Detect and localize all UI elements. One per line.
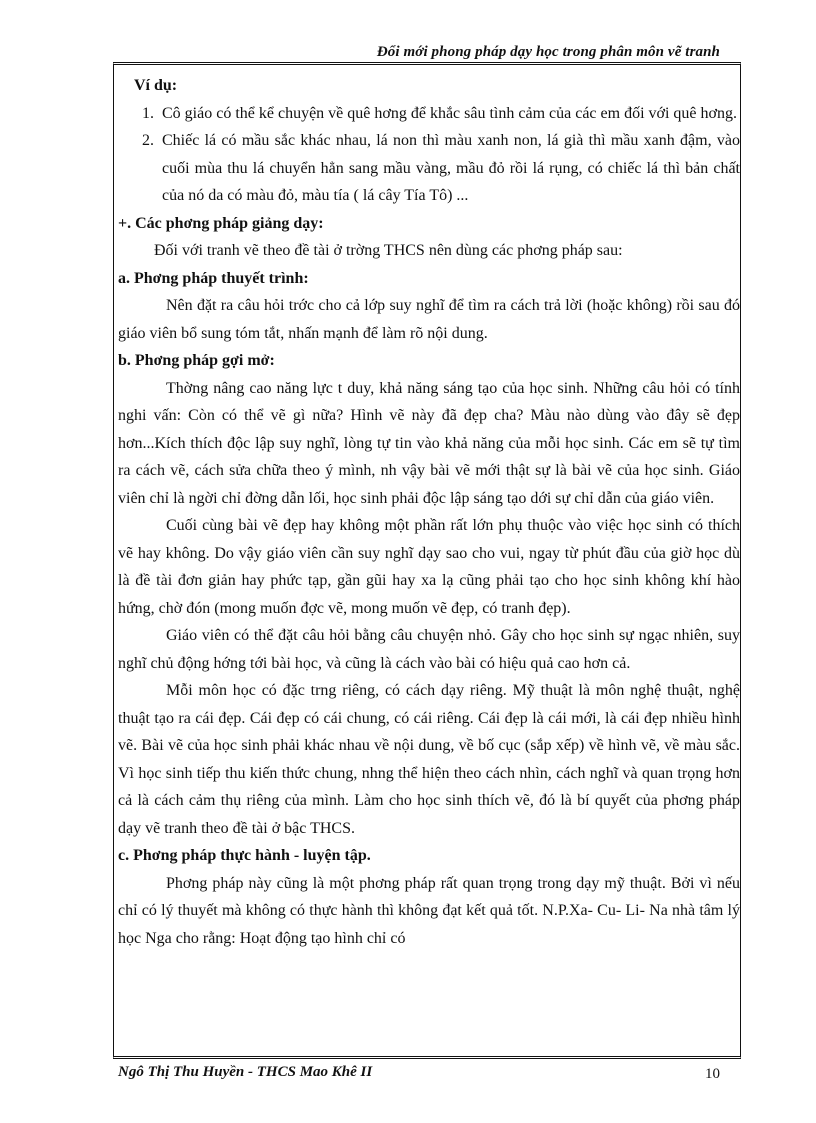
paragraph: Cuối cùng bài vẽ đẹp hay không một phần rất lớn phụ thuộc vào việc học sinh có thích vẽ hay không. Do vậy giáo viên cần suy nghĩ dạy sao cho vui, ngay từ phút đầu của giờ học dù là đề tài đơn giản hay phức tạp, gần gũi hay xa lạ cũng phải tạo cho học sinh không khí hào hứng, chờ đón (mong muốn đợc vẽ, mong muốn vẽ đẹp, có tranh đẹp). [118, 517, 740, 617]
page-number: 10 [705, 1066, 720, 1082]
paragraph: Thờng nâng cao năng lực t duy, khả năng sáng tạo của học sinh. Những câu hỏi có tính nghi vấn: Còn có thể vẽ gì nữa? Hình vẽ này đã đẹp cha? Màu nào dùng vào đây sẽ đẹp hơn...Kích thích độc lập suy nghĩ, lòng tự tin vào khả năng của mỗi học sinh. Các em sẽ tự tìm ra cách vẽ, cách sửa chữa theo ý mình, nh vậy bài vẽ mới thật sự là bài vẽ của học sinh. Giáo viên chỉ là ngời chỉ đờng dẫn lối, học sinh phải độc lập sáng tạo dới sự chỉ dẫn của giáo viên. [118, 379, 740, 507]
footer-author: Ngô Thị Thu Huyền - THCS Mao Khê II [118, 1064, 373, 1080]
list-item: 2. Chiếc lá có mầu sắc khác nhau, lá non thì màu xanh non, lá già thì mầu xanh đậm, vào cuối mùa thu lá chuyển hẳn sang mầu vàng, mầu đỏ rồi lá rụng, có chiếc lá thì bản chất của nó da có màu đỏ, màu tía ( lá cây Tía Tô) ... [158, 127, 740, 210]
paragraph-a: Nên đặt ra câu hỏi trớc cho cả lớp suy nghĩ để tìm ra cách trả lời (hoặc không) rồi sau đó giáo viên bổ sung tóm tắt, nhấn mạnh để làm rõ nội dung. [118, 297, 740, 342]
page-content [118, 72, 740, 952]
section-heading-methods: +. Các phơng pháp giảng dạy: [118, 214, 324, 232]
paragraph: Giáo viên có thể đặt câu hỏi bằng câu chuyện nhỏ. Gây cho học sinh sự ngạc nhiên, suy nghĩ chủ động hớng tới bài học, và cũng là cách vào bài có hiệu quả cao hơn cả. [118, 627, 740, 672]
heading-b: b. Phơng pháp gợi mở: [118, 352, 275, 369]
list-item: 1. Cô giáo có thể kể chuyện về quê hơng để khắc sâu tình cảm của các em đối với quê hơng. [158, 100, 740, 128]
heading-c: c. Phơng pháp thực hành - luyện tập. [118, 847, 371, 864]
heading-a: a. Phơng pháp thuyết trình: [118, 269, 309, 287]
header-title: Đổi mới phong pháp dạy học trong phân môn vẽ tranh [376, 44, 720, 60]
paragraph: Mỗi môn học có đặc trng riêng, có cách dạy riêng. Mỹ thuật là môn nghệ thuật, nghệ thuật tạo ra cái đẹp. Cái đẹp có cái chung, có cái riêng. Cái đẹp là cái mới, là cái đẹp nhiều hình vẽ. Bài vẽ của học sinh phải khác nhau về nội dung, về bố cục (sắp xếp) về hình vẽ, về màu sắc. Vì học sinh tiếp thu kiến thức chung, nhng thể hiện theo cách nhìn, cách nghĩ và quan trọng hơn cả là cách cảm thụ riêng của mình. Làm cho học sinh thích vẽ, đó là bí quyết của phơng pháp dạy vẽ tranh theo đề tài ở bậc THCS. [118, 682, 740, 837]
methods-intro: Đối với tranh vẽ theo đề tài ở trờng THCS nên dùng các phơng pháp sau: [154, 242, 623, 259]
paragraph-c: Phơng pháp này cũng là một phơng pháp rất quan trọng trong dạy mỹ thuật. Bởi vì nếu chỉ có lý thuyết mà không có thực hành thì không đạt kết quả tốt. N.P.Xa- Cu- Li- Na nhà tâm lý học Nga cho rằng: Hoạt động tạo hình chỉ có [118, 874, 740, 947]
example-label: Ví dụ: [134, 77, 178, 94]
example-list [118, 100, 740, 210]
